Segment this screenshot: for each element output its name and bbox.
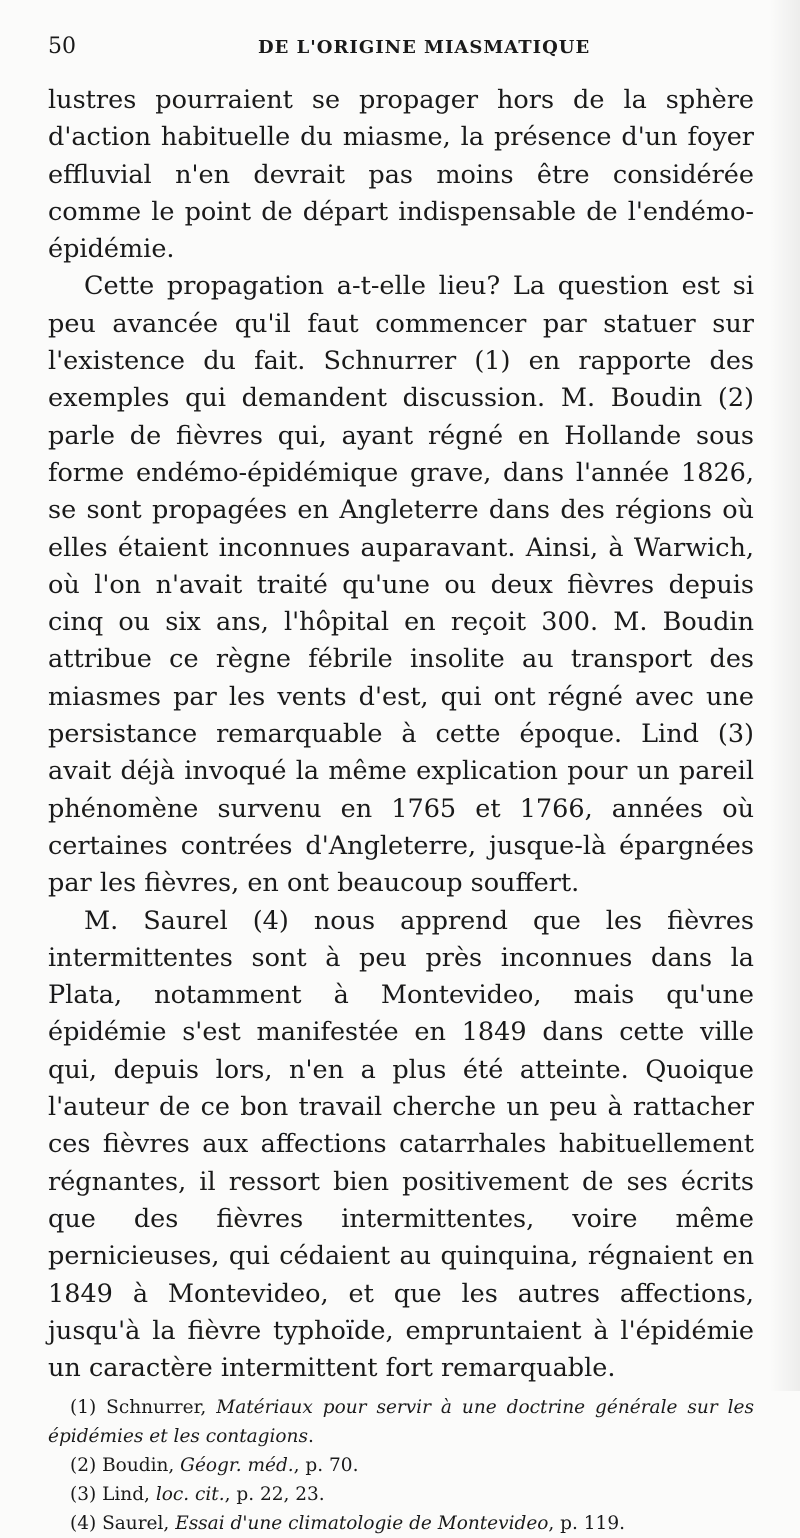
- page-number: 50: [48, 34, 76, 59]
- footnote-1-title: Matériaux pour servir à une doctrine générale sur les épidémies et les contagions: [48, 1397, 754, 1448]
- page-edge-shadow: [770, 0, 800, 1391]
- footnote-2: [48, 1451, 754, 1480]
- footnote-3-author: (3) Lind,: [70, 1484, 156, 1506]
- footnotes: [48, 1393, 754, 1538]
- footnote-2-author: (2) Boudin,: [70, 1455, 181, 1477]
- footnote-4-suffix: , p. 119.: [548, 1513, 625, 1535]
- footnote-3: [48, 1480, 754, 1509]
- footnote-4-title: Essai d'une climatologie de Montevideo: [175, 1513, 549, 1535]
- footnote-4: [48, 1509, 754, 1538]
- paragraph-1: lustres pourraient se propager hors de la sphère d'action habituelle du miasme, la présence d'un foyer effluvial n'en devrait pas moins être considérée comme le point de départ indispensable de l'endémo-épidémie.: [48, 85, 754, 265]
- paragraph-2: Cette propagation a-t-elle lieu? La question est si peu avancée qu'il faut commencer par statuer sur l'existence du fait. Schnurrer (1) en rapporte des exemples qui demandent discussion. M. Boudin (2) parle de fièvres qui, ayant régné en Hollande sous forme endémo-épidémique grave, dans l'année 1826, se sont propagées en Angleterre dans des régions où elles étaient inconnues auparavant. Ainsi, à Warwich, où l'on n'avait traité qu'une ou deux fièvres depuis cinq ou six ans, l'hôpital en reçoit 300. M. Boudin attribue ce règne fébrile insolite au transport des miasmes par les vents d'est, qui ont régné avec une persistance remarquable à cette époque. Lind (3) avait déjà invoqué la même explication pour un pareil phénomène survenu en 1765 et 1766, années où certaines contrées d'Angleterre, jusque-là épargnées par les fièvres, en ont beaucoup souffert.: [48, 271, 754, 899]
- body-text: [48, 82, 754, 1387]
- paragraph-3: M. Saurel (4) nous apprend que les fièvres intermittentes sont à peu près inconnues dans la Plata, notamment à Montevideo, mais qu'une épidémie s'est manifestée en 1849 dans cette ville qui, depuis lors, n'en a plus été atteinte. Quoique l'auteur de ce bon travail cherche un peu à rattacher ces fièvres aux affections catarrhales habituellement régnantes, il ressort bien positivement de ses écrits que des fièvres intermittentes, voire même pernicieuses, qui cédaient au quinquina, régnaient en 1849 à Montevideo, et que les autres affections, jusqu'à la fièvre typhoïde, empruntaient à l'épidémie un caractère intermittent fort remarquable.: [48, 905, 754, 1384]
- footnote-2-suffix: , p. 70.: [293, 1455, 359, 1477]
- footnote-3-title: loc. cit.: [155, 1484, 225, 1506]
- footnote-3-suffix: , p. 22, 23.: [224, 1484, 325, 1506]
- page-header: [48, 34, 754, 78]
- footnote-2-title: Géogr. méd.: [180, 1455, 294, 1477]
- footnote-1: [48, 1393, 754, 1451]
- footnote-1-author: (1) Schnurrer,: [70, 1397, 217, 1419]
- footnote-1-suffix: .: [307, 1426, 314, 1448]
- footnote-4-author: (4) Saurel,: [70, 1513, 176, 1535]
- running-title: DE L'ORIGINE MIASMATIQUE: [258, 37, 591, 58]
